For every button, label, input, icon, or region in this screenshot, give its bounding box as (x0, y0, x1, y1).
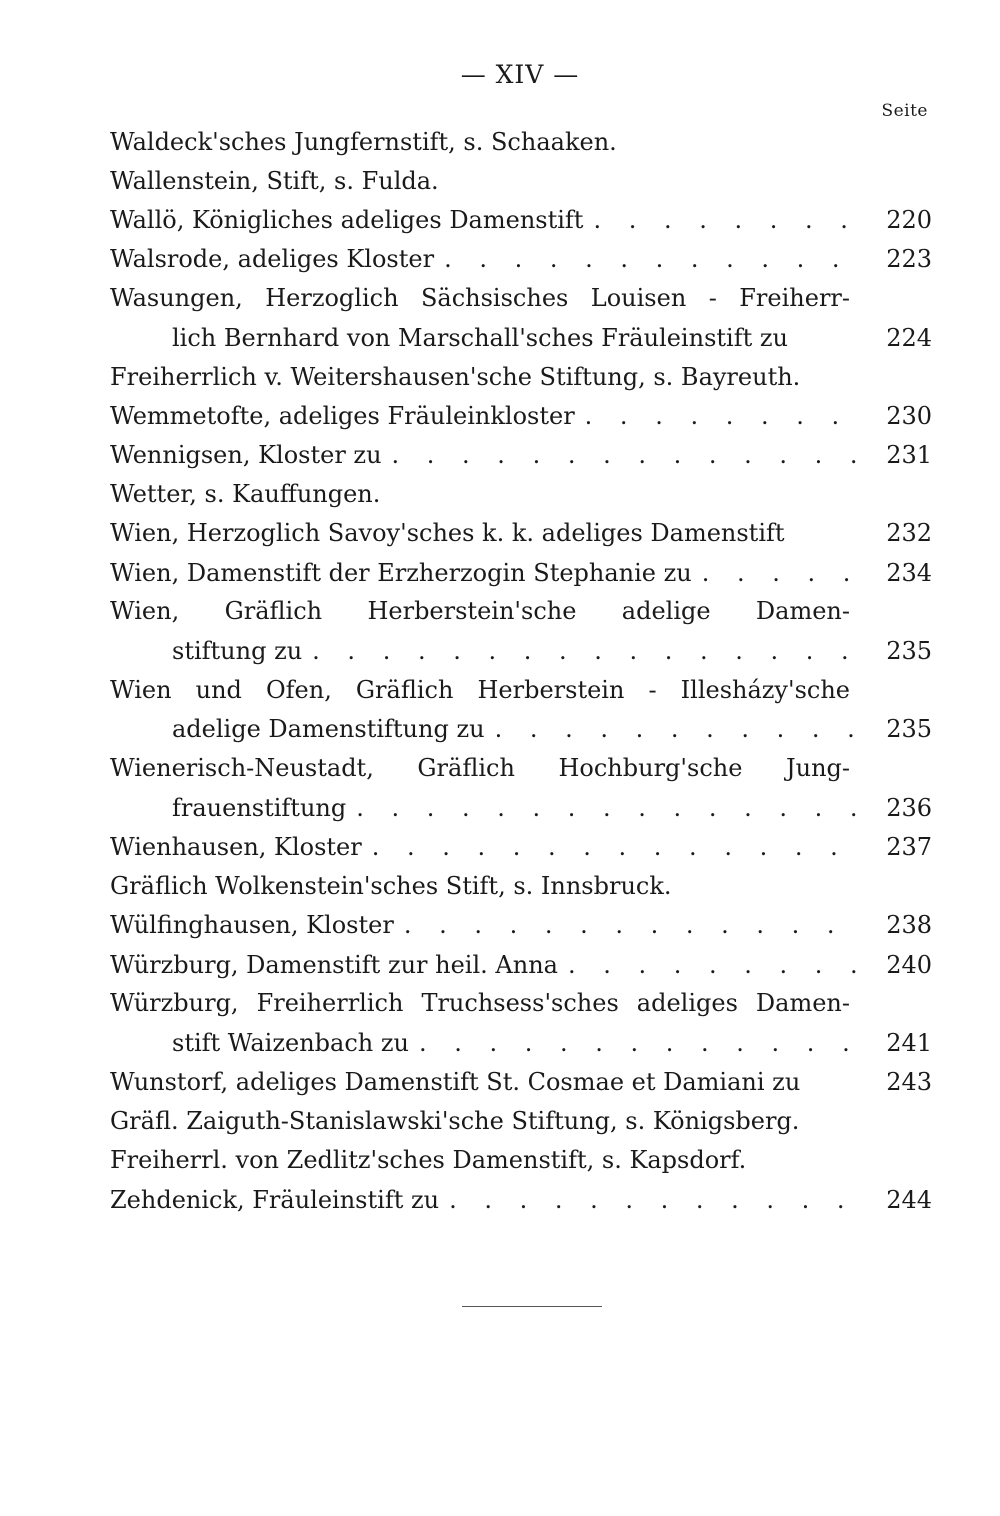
entry-text: Waldeck'sches Jungfernstift, s. Schaaken. (110, 127, 617, 156)
entry-text: Wallö, Königliches adeliges Damenstift (110, 205, 584, 234)
entry-page-number: 224 (886, 323, 932, 352)
index-entry (110, 592, 850, 631)
dot-leader (444, 245, 858, 273)
index-entry (110, 318, 932, 357)
index-entry (110, 200, 932, 239)
entry-text: lich Bernhard von Marschall'sches Fräuleinstift zu (172, 323, 788, 352)
dot-leader (356, 794, 858, 822)
entry-text: adelige Damenstiftung zu (172, 715, 485, 744)
dot-leader (568, 951, 858, 979)
index-entry (110, 553, 932, 592)
entry-text: Wien, Damenstift der Erzherzogin Stephanie zu (110, 558, 692, 587)
entry-page-number: 235 (886, 715, 932, 744)
dot-leader (449, 1186, 858, 1214)
index-entry (110, 357, 932, 396)
entry-page-number: 238 (886, 911, 932, 940)
entry-text: Wunstorf, adeliges Damenstift St. Cosmae et Damiani zu (110, 1068, 801, 1097)
entry-page-number: 241 (886, 1028, 932, 1057)
entry-text: Wien, Herzoglich Savoy'sches k. k. adeliges Damenstift (110, 519, 785, 548)
entry-text: Wülfinghausen, Kloster (110, 911, 394, 940)
entry-text: Wennigsen, Kloster zu (110, 441, 382, 470)
column-label: Seite (881, 101, 928, 121)
entry-page-number: 230 (886, 401, 932, 430)
entry-page-number: 231 (886, 441, 932, 470)
entry-text: Walsrode, adeliges Kloster (110, 245, 435, 274)
dot-leader (593, 206, 858, 234)
entry-page-number: 240 (886, 950, 932, 979)
entry-page-number: 243 (886, 1068, 932, 1097)
index-entry (110, 240, 932, 279)
entry-text: Wien und Ofen, Gräflich Herberstein - Illesházy'sche (110, 675, 850, 704)
dot-leader (495, 715, 858, 743)
entry-page-number: 234 (886, 558, 932, 587)
entry-text: Freiherrl. von Zedlitz'sches Damenstift, s. Kapsdorf. (110, 1146, 747, 1175)
dot-leader (585, 402, 858, 430)
index-entry (110, 475, 932, 514)
entry-text: Wetter, s. Kauffungen. (110, 480, 381, 509)
entry-text: Wienerisch-Neustadt, Gräflich Hochburg'sche Jung- (110, 754, 850, 782)
entry-page-number: 223 (886, 245, 932, 274)
index-entry (110, 749, 850, 788)
entry-text: Freiherrlich v. Weitershausen'sche Stiftung, s. Bayreuth. (110, 362, 801, 391)
entry-text: Zehdenick, Fräuleinstift zu (110, 1185, 440, 1214)
entry-page-number: 244 (886, 1185, 932, 1214)
index-entry (110, 631, 932, 670)
entry-text: stiftung zu (172, 637, 303, 666)
page-number: — XIV — (460, 60, 580, 89)
entry-text: Gräflich Wolkenstein'sches Stift, s. Innsbruck. (110, 872, 672, 901)
index-entry (110, 671, 850, 710)
dot-leader (312, 637, 858, 665)
index-entry (110, 945, 932, 984)
index-entry (110, 1102, 932, 1141)
index-entries (110, 122, 932, 1219)
index-entry (110, 161, 932, 200)
entry-text: Wallenstein, Stift, s. Fulda. (110, 166, 439, 195)
entry-text: Wasungen, Herzoglich Sächsisches Louisen - Freiherr- (110, 283, 850, 312)
index-entry (110, 279, 850, 318)
dot-leader (372, 833, 858, 861)
entry-page-number: 236 (886, 793, 932, 822)
entry-text: Gräfl. Zaiguth-Stanislawski'sche Stiftung, s. Königsberg. (110, 1107, 800, 1136)
index-entry (110, 436, 932, 475)
entry-text: Würzburg, Damenstift zur heil. Anna (110, 950, 558, 979)
index-entry (110, 906, 932, 945)
entry-page-number: 235 (886, 637, 932, 666)
index-entry (110, 984, 850, 1023)
index-entry (110, 1141, 932, 1180)
entry-text: frauenstiftung (172, 793, 347, 822)
entry-text: Wien, Gräflich Herberstein'sche adelige Damen- (110, 597, 850, 626)
index-entry (110, 514, 932, 553)
index-entry (110, 122, 932, 161)
index-entry (110, 788, 932, 827)
index-entry (110, 867, 932, 906)
dot-leader (392, 441, 858, 469)
entry-text: Wemmetofte, adeliges Fräuleinkloster (110, 401, 575, 430)
dot-leader (419, 1029, 858, 1057)
index-entry (110, 1180, 932, 1219)
dot-leader (702, 559, 858, 587)
entry-page-number: 232 (886, 519, 932, 548)
end-rule (462, 1306, 602, 1307)
index-entry (110, 1063, 932, 1102)
entry-text: Wienhausen, Kloster (110, 832, 362, 861)
entry-text: stift Waizenbach zu (172, 1028, 409, 1057)
dot-leader (404, 911, 858, 939)
index-entry (110, 710, 932, 749)
index-entry (110, 1023, 932, 1062)
entry-page-number: 237 (886, 832, 932, 861)
entry-page-number: 220 (886, 205, 932, 234)
entry-text: Würzburg, Freiherrlich Truchsess'sches adeliges Damen- (110, 989, 850, 1018)
index-entry (110, 396, 932, 435)
index-entry (110, 827, 932, 866)
